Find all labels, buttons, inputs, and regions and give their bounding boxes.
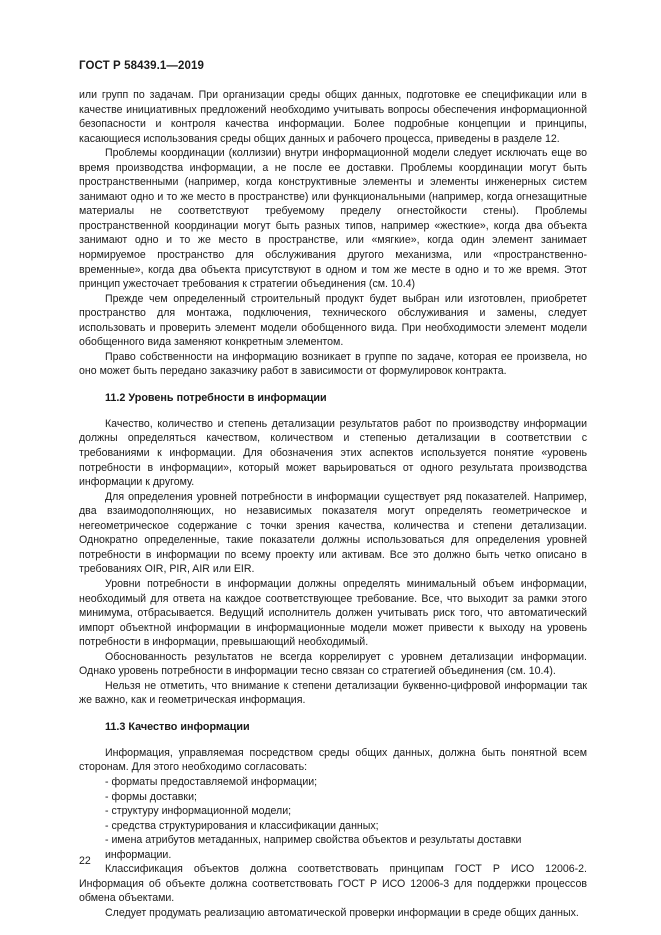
paragraph: Нельзя не отметить, что внимание к степени детализации буквенно-цифровой информации так же важно, как и геометрическая информация. — [79, 679, 587, 707]
paragraph: Уровни потребности в информации должны определять минимальный объем информации, необходимый для ответа на каждое соответствующее требование. Все, что выходит за рамки этого минимума, отбрасывается. Ведущий исполнитель должен учитывать риск того, что автоматический импорт объектной информации в информационные модели может привести к выходу на уровень потребности в информации, превышающий необходимый. — [79, 577, 587, 649]
paragraph: Право собственности на информацию возникает в группе по задаче, которая ее произвела, но оно может быть передано заказчику работ в зависимости от формулировок контракта. — [79, 350, 587, 378]
agreement-list — [79, 775, 587, 862]
paragraph: Следует продумать реализацию автоматической проверки информации в среде общих данных. — [105, 906, 579, 919]
section-heading-11-3: 11.3 Качество информации — [105, 720, 250, 733]
list-item: - форматы предоставляемой информации; — [105, 775, 318, 788]
paragraph: Обоснованность результатов не всегда коррелирует с уровнем детализации информации. Однако уровень потребности в информации тесно связан со стратегией объединения (см. 10.4). — [79, 650, 587, 678]
list-item: - имена атрибутов метаданных, например свойства объектов и результаты доставки информации. — [105, 834, 522, 861]
list-item: - средства структурирования и классификации данных; — [105, 819, 379, 832]
paragraph: Прежде чем определенный строительный продукт будет выбран или изготовлен, приобретет пространство для монтажа, подключения, технического обслуживания и замены, следует использовать и проверить элемент модели обобщенного вида. При необходимости элемент модели обобщенного вида заменяют конкретным элементом. — [79, 292, 587, 349]
paragraph: или групп по задачам. При организации среды общих данных, подготовке ее спецификации или в качестве инициативных предложений необходимо учитывать вопросы обеспечения информационной безопасности и контроля качества информации. Более подробные концепции и принципы, касающиеся использования среды общих данных и рабочего процесса, приведены в разделе 12. — [79, 89, 587, 145]
list-item: - структуру информационной модели; — [105, 805, 292, 818]
paragraph: Для определения уровней потребности в информации существует ряд показателей. Например, два взаимодополняющих, но независимых показателя могут определять геометрическое и негеометрическое содержание с точки зрения качества, количества и степени детализации. Однократно определенные, такие показатели должны использоваться для определения уровней потребности в информации по всему проекту или активам. Все это должно быть четко описано в требованиях OIR, PIR, AIR или EIR. — [79, 490, 587, 576]
paragraph: Проблемы координации (коллизии) внутри информационной модели следует исключать еще во время производства информации, а не после ее доставки. Проблемы координации могут быть пространственными (например, когда конструктивные элементы и элементы инженерных систем занимают одно и то же место в пространстве) или функциональными (например, когда огнезащитные материалы не соответствуют требуемому пределу огнестойкости стены). Проблемы пространственной координации могут быть разных типов, например «жесткие», когда два объекта занимают одно и то же место в пространстве, или «мягкие», когда один элемент занимает нормируемое пространство для обслуживания другого механизма, или «пространственно-временные», когда два объекта присутствуют в одном и том же месте в одно и то же время. Этот принцип ужесточает требования к стратегии объединения (см. 10.4) — [79, 147, 587, 291]
list-item: - формы доставки; — [105, 790, 197, 803]
section-heading-11-2: 11.2 Уровень потребности в информации — [105, 391, 327, 404]
paragraph: Информация, управляемая посредством среды общих данных, должна быть понятной всем сторонам. Для этого необходимо согласовать: — [79, 746, 587, 774]
standard-code-header: ГОСТ Р 58439.1—2019 — [79, 60, 204, 72]
paragraph: Качество, количество и степень детализации результатов работ по производству информации должны определяться качеством, количеством и степенью детализации в соответствии с требованиями к информации. Для обозначения этих аспектов используется понятие «уровень потребности в информации», который может варьироваться от одного результата производства информации к другому. — [79, 417, 587, 489]
page-body — [79, 88, 587, 920]
page-number: 22 — [79, 855, 91, 867]
paragraph: Классификация объектов должна соответствовать принципам ГОСТ Р ИСО 12006-2. Информация об объекте должна соответствовать ГОСТ Р ИСО 12006-3 для поддержки процессов обмена объектами. — [79, 863, 587, 905]
